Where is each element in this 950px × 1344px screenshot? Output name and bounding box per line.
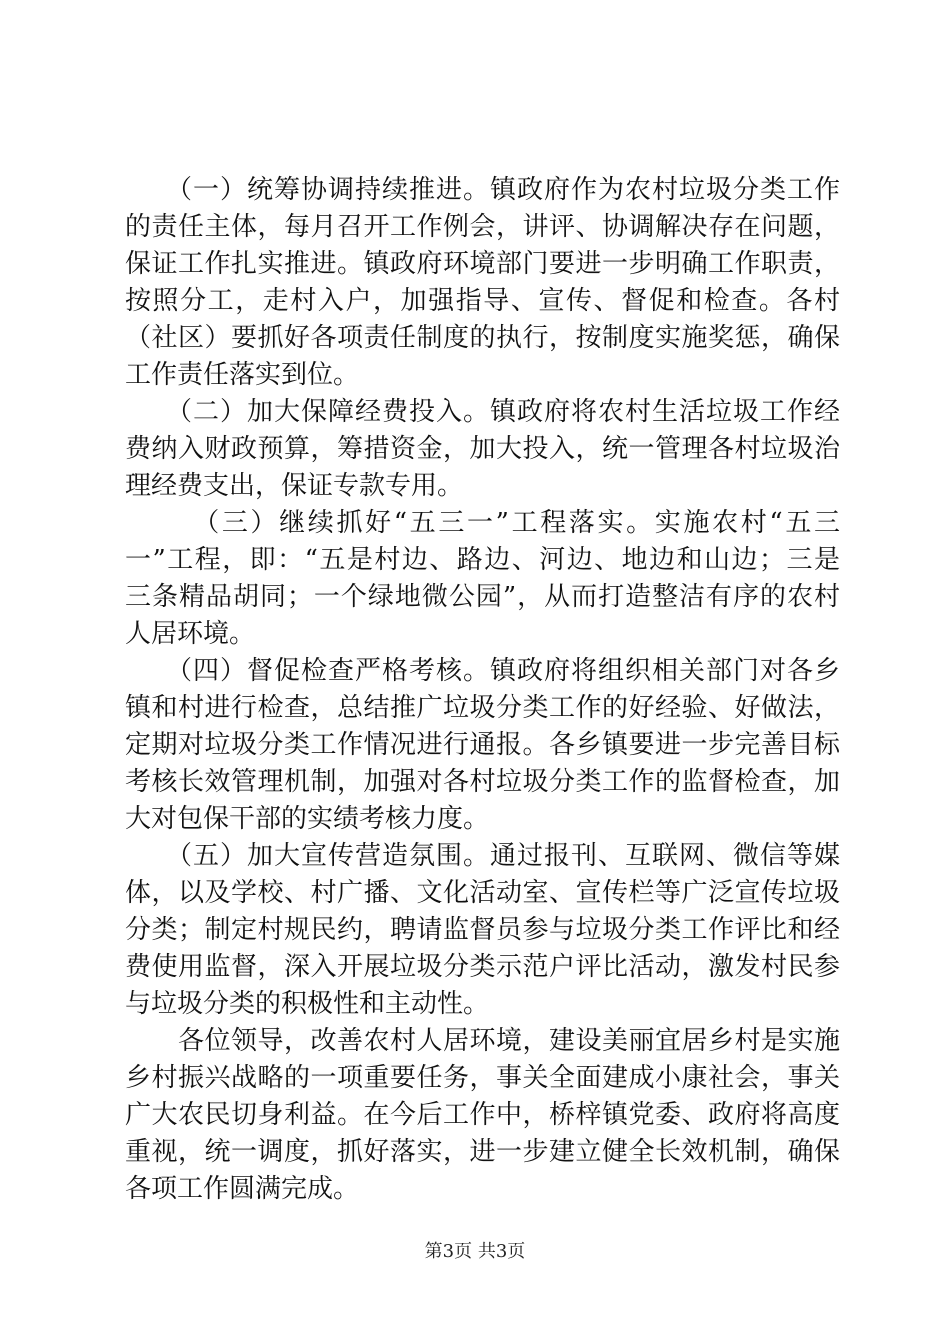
text-line: （三）继续抓好“五三一”工程落实。实施农村“五三	[125, 508, 840, 538]
text-line: （一）统筹协调持续推进。镇政府作为农村垃圾分类工作	[125, 175, 840, 205]
text-line: 费纳入财政预算，筹措资金，加大投入，统一管理各村垃圾治	[125, 434, 840, 464]
text-line: 保证工作扎实推进。镇政府环境部门要进一步明确工作职责，	[125, 249, 840, 279]
text-line: 按照分工，走村入户，加强指导、宣传、督促和检查。各村	[125, 286, 840, 316]
text-line: 理经费支出，保证专款专用。	[125, 471, 464, 501]
text-line: （二）加大保障经费投入。镇政府将农村生活垃圾工作经	[125, 397, 840, 427]
text-line: 乡村振兴战略的一项重要任务，事关全面建成小康社会，事关	[125, 1063, 840, 1093]
text-line: 各位领导，改善农村人居环境，建设美丽宜居乡村是实施	[125, 1026, 840, 1056]
text-line: 一”工程，即：“五是村边、路边、河边、地边和山边；三是	[125, 545, 840, 575]
text-line: 三条精品胡同；一个绿地微公园”，从而打造整洁有序的农村	[125, 582, 840, 612]
text-line: 定期对垃圾分类工作情况进行通报。各乡镇要进一步完善目标	[125, 730, 840, 760]
text-line: 费使用监督，深入开展垃圾分类示范户评比活动，激发村民参	[125, 952, 840, 982]
text-line: 体，以及学校、村广播、文化活动室、宣传栏等广泛宣传垃圾	[125, 878, 840, 908]
document-body	[125, 172, 840, 1208]
page-footer: 第3页 共3页	[424, 1241, 526, 1262]
text-line: 广大农民切身利益。在今后工作中，桥梓镇党委、政府将高度	[125, 1100, 840, 1130]
text-line: 人居环境。	[125, 619, 256, 649]
text-line: （五）加大宣传营造氛围。通过报刊、互联网、微信等媒	[125, 841, 840, 871]
text-line: 重视，统一调度，抓好落实，进一步建立健全长效机制，确保	[125, 1137, 840, 1167]
text-line: 与垃圾分类的积极性和主动性。	[125, 989, 490, 1019]
text-line: 各项工作圆满完成。	[125, 1174, 360, 1204]
text-line: 的责任主体，每月召开工作例会，讲评、协调解决存在问题，	[125, 212, 840, 242]
text-line: 考核长效管理机制，加强对各村垃圾分类工作的监督检查，加	[125, 767, 840, 797]
text-line: 工作责任落实到位。	[125, 360, 360, 390]
text-line: 分类；制定村规民约，聘请监督员参与垃圾分类工作评比和经	[125, 915, 840, 945]
text-line: （社区）要抓好各项责任制度的执行，按制度实施奖惩，确保	[125, 323, 840, 353]
text-line: （四）督促检查严格考核。镇政府将组织相关部门对各乡	[125, 656, 840, 686]
text-line: 大对包保干部的实绩考核力度。	[125, 804, 490, 834]
text-line: 镇和村进行检查，总结推广垃圾分类工作的好经验、好做法，	[125, 693, 840, 723]
